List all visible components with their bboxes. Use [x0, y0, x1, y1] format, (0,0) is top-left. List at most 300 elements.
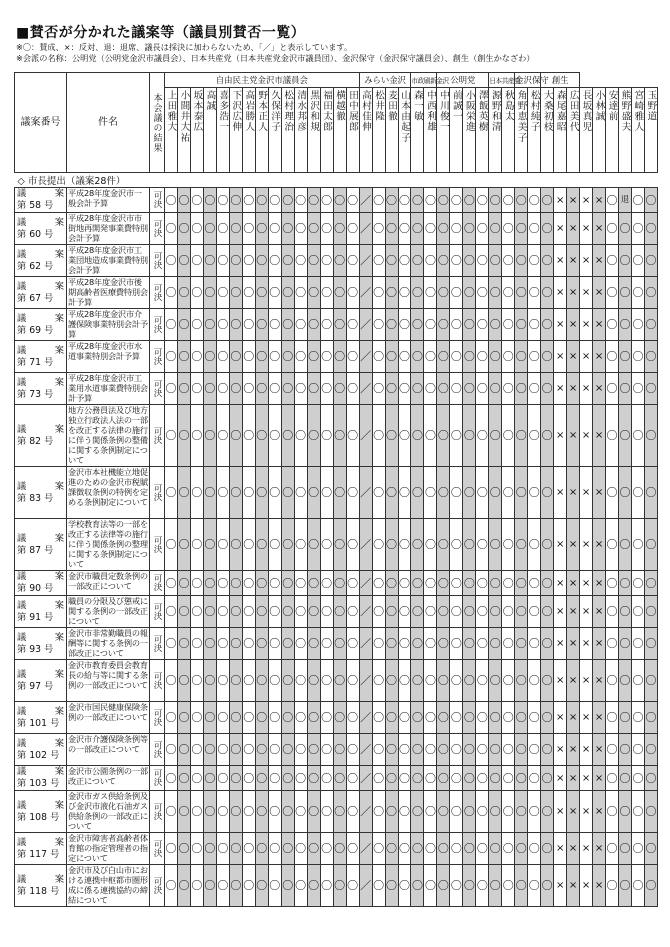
bill-title: 金沢市非常勤職員の報酬等に関する条例の一部改正について [68, 628, 148, 658]
vote-cell: ／ [359, 734, 372, 766]
vote-cell: 〇 [528, 865, 541, 907]
vote-cell: × [580, 405, 593, 467]
vote-cell: 〇 [268, 628, 281, 660]
vote-cell: 〇 [502, 865, 515, 907]
vote-cell: 〇 [242, 405, 255, 467]
vote-cell: 〇 [541, 734, 554, 766]
vote-cell: 〇 [541, 373, 554, 405]
vote-cell: 〇 [165, 833, 178, 865]
vote-cell: 〇 [372, 791, 385, 833]
bill-row [15, 341, 658, 373]
vote-cell: 〇 [372, 766, 385, 791]
vote-cell: 〇 [320, 405, 333, 467]
vote-cell: 〇 [606, 341, 619, 373]
vote-cell: 〇 [437, 628, 450, 660]
vote-cell: 〇 [502, 833, 515, 865]
bill-result: 可決 [150, 405, 165, 467]
vote-cell: 〇 [644, 188, 657, 213]
section-label: ◇ 市長提出（議案28件） [15, 173, 658, 188]
vote-cell: 〇 [385, 213, 398, 245]
vote-cell: 〇 [385, 833, 398, 865]
member-name: 小阪栄進 [463, 88, 476, 173]
vote-cell: 〇 [346, 628, 359, 660]
bill-result: 可決 [150, 245, 165, 277]
vote-cell: 〇 [437, 702, 450, 734]
vote-cell: 〇 [541, 628, 554, 660]
vote-cell: 〇 [515, 766, 528, 791]
vote-cell: 〇 [190, 628, 203, 660]
vote-cell: 〇 [307, 277, 320, 309]
vote-cell: 〇 [606, 188, 619, 213]
vote-cell: 〇 [203, 373, 216, 405]
vote-cell: 〇 [528, 309, 541, 341]
vote-cell: 〇 [463, 833, 476, 865]
vote-cell: 〇 [229, 766, 242, 791]
vote-cell: 〇 [398, 519, 411, 571]
vote-cell: 〇 [165, 341, 178, 373]
vote-cell: 〇 [294, 571, 307, 596]
member-name: 玉野道 [644, 88, 657, 173]
vote-cell: 〇 [411, 660, 424, 702]
vote-cell: 〇 [333, 341, 346, 373]
bill-result: 可決 [150, 791, 165, 833]
vote-cell: 〇 [242, 519, 255, 571]
member-name: 高村佳伸 [359, 88, 372, 173]
vote-cell: 〇 [502, 628, 515, 660]
member-name: 秋島太 [502, 88, 515, 173]
vote-cell: × [567, 660, 580, 702]
vote-cell: × [554, 341, 567, 373]
vote-cell: 〇 [385, 766, 398, 791]
vote-cell: 〇 [255, 245, 268, 277]
vote-cell: 〇 [619, 660, 632, 702]
vote-cell: 〇 [307, 596, 320, 628]
vote-cell: × [593, 213, 606, 245]
vote-cell: 〇 [242, 341, 255, 373]
vote-cell: 〇 [450, 596, 463, 628]
vote-cell: 〇 [177, 309, 190, 341]
vote-cell: 〇 [333, 245, 346, 277]
vote-cell: 〇 [515, 734, 528, 766]
vote-cell: 〇 [229, 865, 242, 907]
vote-cell: 〇 [229, 277, 242, 309]
vote-cell: 〇 [294, 309, 307, 341]
vote-cell: 〇 [502, 791, 515, 833]
vote-cell: 〇 [476, 734, 489, 766]
vote-cell: 〇 [255, 519, 268, 571]
vote-cell: 〇 [502, 373, 515, 405]
vote-cell: 〇 [632, 766, 645, 791]
vote-cell: 〇 [385, 734, 398, 766]
vote-cell: 〇 [398, 734, 411, 766]
vote-cell: × [567, 519, 580, 571]
bill-number: 議 案 第 91 号 [15, 596, 67, 628]
vote-cell: 〇 [385, 405, 398, 467]
vote-cell: 〇 [489, 373, 502, 405]
vote-cell: 〇 [165, 309, 178, 341]
vote-cell: 〇 [541, 660, 554, 702]
vote-cell: 〇 [242, 734, 255, 766]
vote-cell: 〇 [411, 833, 424, 865]
vote-cell: 〇 [255, 596, 268, 628]
bill-number: 議 案 第 102 号 [15, 734, 67, 766]
bill-result: 可決 [150, 571, 165, 596]
vote-cell: 〇 [385, 791, 398, 833]
vote-cell: 〇 [541, 467, 554, 519]
vote-cell: 〇 [502, 277, 515, 309]
vote-cell: × [554, 571, 567, 596]
vote-cell: 〇 [541, 865, 554, 907]
vote-cell: 〇 [398, 791, 411, 833]
bill-number: 議 案 第 108 号 [15, 791, 67, 833]
vote-cell: 〇 [463, 341, 476, 373]
member-name: 田中展郎 [346, 88, 359, 173]
vote-cell: 〇 [606, 467, 619, 519]
vote-cell: × [593, 405, 606, 467]
vote-cell: 〇 [398, 277, 411, 309]
vote-cell: 〇 [515, 660, 528, 702]
vote-cell: × [593, 628, 606, 660]
vote-cell: 〇 [216, 373, 229, 405]
vote-cell: 〇 [619, 519, 632, 571]
vote-cell: ／ [359, 791, 372, 833]
vote-cell: 〇 [190, 596, 203, 628]
vote-cell: 〇 [606, 405, 619, 467]
vote-cell: 〇 [333, 373, 346, 405]
header-case-name: 件名 [67, 73, 150, 173]
vote-cell: × [567, 596, 580, 628]
vote-cell: 〇 [203, 571, 216, 596]
vote-cell: 〇 [190, 213, 203, 245]
vote-cell: 〇 [229, 833, 242, 865]
bill-row [15, 188, 658, 213]
vote-cell: 〇 [619, 571, 632, 596]
vote-cell: × [567, 766, 580, 791]
vote-cell: 〇 [268, 373, 281, 405]
member-name: 高岩勝人 [242, 88, 255, 173]
vote-cell: 〇 [489, 188, 502, 213]
vote-cell: 〇 [450, 519, 463, 571]
vote-cell: 〇 [644, 791, 657, 833]
vote-cell: 〇 [242, 373, 255, 405]
vote-cell: 〇 [229, 341, 242, 373]
vote-cell: 〇 [229, 188, 242, 213]
vote-cell: 〇 [320, 519, 333, 571]
vote-cell: 〇 [502, 766, 515, 791]
vote-cell: 〇 [281, 405, 294, 467]
bill-row [15, 734, 658, 766]
bill-result: 可決 [150, 833, 165, 865]
vote-cell: × [567, 277, 580, 309]
vote-cell: 〇 [281, 188, 294, 213]
vote-cell: 〇 [320, 833, 333, 865]
vote-cell: × [567, 833, 580, 865]
vote-cell: 〇 [463, 791, 476, 833]
vote-cell: 〇 [450, 405, 463, 467]
vote-cell: 〇 [541, 596, 554, 628]
vote-cell: × [580, 571, 593, 596]
vote-cell: 〇 [320, 734, 333, 766]
vote-cell: 〇 [203, 405, 216, 467]
bill-number: 議 案 第 103 号 [15, 766, 67, 791]
vote-cell: 〇 [644, 309, 657, 341]
bill-title: 平成28年度金沢市市街地再開発事業費特別会計予算 [68, 213, 148, 243]
vote-cell: × [554, 833, 567, 865]
member-name: 小間井大祐 [177, 88, 190, 173]
vote-cell: 〇 [515, 519, 528, 571]
vote-cell: 〇 [515, 467, 528, 519]
member-name: 森一敏 [411, 88, 424, 173]
bill-row [15, 213, 658, 245]
vote-cell: 〇 [424, 519, 437, 571]
bill-number: 議 案 第 87 号 [15, 519, 67, 571]
vote-cell: × [593, 277, 606, 309]
vote-cell: 〇 [320, 702, 333, 734]
bill-result: 可決 [150, 596, 165, 628]
vote-cell: × [593, 309, 606, 341]
vote-cell: 〇 [255, 277, 268, 309]
vote-cell: 〇 [190, 405, 203, 467]
vote-cell: 〇 [165, 245, 178, 277]
vote-cell: 〇 [476, 660, 489, 702]
vote-cell: 〇 [203, 734, 216, 766]
vote-cell: 〇 [541, 341, 554, 373]
vote-cell: 〇 [606, 660, 619, 702]
vote-cell: 〇 [307, 791, 320, 833]
vote-cell: 〇 [372, 628, 385, 660]
vote-cell: × [554, 309, 567, 341]
vote-cell: 〇 [255, 571, 268, 596]
vote-cell: 〇 [437, 309, 450, 341]
vote-cell: 〇 [268, 519, 281, 571]
vote-cell: 〇 [333, 660, 346, 702]
vote-cell: 〇 [489, 766, 502, 791]
vote-cell: 〇 [632, 734, 645, 766]
vote-cell: 〇 [255, 833, 268, 865]
member-name: 角野恵美子 [515, 88, 528, 173]
vote-cell: 〇 [385, 188, 398, 213]
vote-cell: 〇 [606, 519, 619, 571]
bill-row [15, 571, 658, 596]
vote-cell: 〇 [268, 833, 281, 865]
member-name: 清水邦彦 [294, 88, 307, 173]
bill-number: 議 案 第 73 号 [15, 373, 67, 405]
vote-cell: 〇 [177, 734, 190, 766]
vote-cell: 〇 [528, 833, 541, 865]
vote-cell: 〇 [372, 213, 385, 245]
vote-cell: 〇 [203, 596, 216, 628]
bill-title: 金沢市介護保険条例等の一部改正について [67, 734, 150, 766]
vote-cell: 〇 [294, 405, 307, 467]
vote-cell: 〇 [268, 791, 281, 833]
vote-cell: 〇 [515, 405, 528, 467]
bill-number: 議 案 第 93 号 [15, 628, 67, 660]
vote-cell: 〇 [281, 734, 294, 766]
vote-cell: 〇 [632, 188, 645, 213]
vote-cell: 〇 [190, 660, 203, 702]
vote-cell: 〇 [216, 188, 229, 213]
vote-cell: 〇 [294, 702, 307, 734]
member-name: 森尾嘉昭 [554, 88, 567, 173]
vote-cell: 〇 [177, 373, 190, 405]
member-name: 小林誠 [593, 88, 606, 173]
vote-cell: 〇 [411, 309, 424, 341]
vote-cell: 〇 [424, 309, 437, 341]
vote-cell: × [554, 188, 567, 213]
vote-cell: ／ [359, 467, 372, 519]
vote-cell: 〇 [450, 865, 463, 907]
vote-cell: × [593, 341, 606, 373]
vote-cell: 〇 [476, 405, 489, 467]
vote-cell: 〇 [528, 628, 541, 660]
vote-cell: 〇 [177, 277, 190, 309]
vote-cell: 〇 [463, 467, 476, 519]
vote-cell: 〇 [165, 467, 178, 519]
vote-cell: 〇 [385, 373, 398, 405]
member-name: 麦田徹 [385, 88, 398, 173]
vote-cell: 〇 [644, 734, 657, 766]
vote-cell: 〇 [333, 309, 346, 341]
vote-cell: 〇 [216, 766, 229, 791]
vote-cell: 〇 [346, 734, 359, 766]
member-name: 松村純子 [528, 88, 541, 173]
vote-cell: 〇 [203, 628, 216, 660]
vote-cell: 〇 [424, 596, 437, 628]
vote-cell: 〇 [229, 702, 242, 734]
vote-cell: 〇 [255, 791, 268, 833]
vote-cell: 〇 [450, 791, 463, 833]
vote-cell: × [593, 734, 606, 766]
bill-number: 議 案 第 90 号 [15, 571, 67, 596]
vote-cell: 〇 [450, 213, 463, 245]
faction-header: 自由民主党金沢市議員会 [165, 73, 360, 88]
vote-cell: 〇 [333, 833, 346, 865]
vote-cell: 〇 [372, 571, 385, 596]
vote-cell: 〇 [229, 734, 242, 766]
vote-cell: 〇 [463, 596, 476, 628]
member-name: 野本正人 [255, 88, 268, 173]
vote-cell: 〇 [606, 734, 619, 766]
bill-row [15, 277, 658, 309]
vote-cell: × [580, 467, 593, 519]
vote-cell: 〇 [619, 791, 632, 833]
vote-cell: 〇 [165, 405, 178, 467]
vote-cell: × [580, 702, 593, 734]
vote-cell: × [567, 571, 580, 596]
bill-result: 可決 [150, 865, 165, 907]
vote-cell: 〇 [644, 702, 657, 734]
vote-cell: × [580, 309, 593, 341]
vote-cell: 〇 [644, 660, 657, 702]
vote-cell: 〇 [632, 702, 645, 734]
vote-cell: 〇 [242, 791, 255, 833]
vote-cell: 〇 [450, 734, 463, 766]
vote-cell: 〇 [515, 309, 528, 341]
vote-cell: 〇 [502, 309, 515, 341]
member-name: 久保洋子 [268, 88, 281, 173]
vote-cell: 〇 [177, 405, 190, 467]
vote-cell: ／ [359, 519, 372, 571]
bill-title: 金沢市及び白山市における連携中枢都市圏形成に係る連携協約の締結について [68, 865, 148, 905]
vote-cell: 〇 [307, 833, 320, 865]
vote-cell: 〇 [281, 373, 294, 405]
vote-cell: 〇 [619, 596, 632, 628]
bill-result: 可決 [150, 213, 165, 245]
vote-cell: 〇 [528, 467, 541, 519]
vote-cell: 〇 [294, 373, 307, 405]
vote-cell: 〇 [333, 188, 346, 213]
vote-cell: 〇 [177, 467, 190, 519]
vote-cell: 〇 [294, 519, 307, 571]
vote-cell: 〇 [333, 467, 346, 519]
bill-title: 平成28年度金沢市水道事業特別会計予算 [67, 341, 150, 373]
bill-row [15, 245, 658, 277]
vote-cell: 〇 [346, 660, 359, 702]
vote-cell: 〇 [411, 571, 424, 596]
vote-cell: × [580, 188, 593, 213]
vote-cell: 〇 [644, 405, 657, 467]
vote-cell: 〇 [450, 660, 463, 702]
vote-cell: ／ [359, 865, 372, 907]
vote-cell: 〇 [644, 213, 657, 245]
member-name: 長坂真児 [580, 88, 593, 173]
vote-cell: 〇 [268, 571, 281, 596]
vote-cell: 〇 [450, 245, 463, 277]
vote-cell: 〇 [307, 373, 320, 405]
vote-cell: 〇 [606, 213, 619, 245]
vote-cell: 〇 [190, 188, 203, 213]
vote-cell: 〇 [606, 373, 619, 405]
member-name: 黒沢和規 [307, 88, 320, 173]
vote-cell: 〇 [644, 833, 657, 865]
vote-cell: 〇 [502, 734, 515, 766]
vote-cell: 〇 [216, 628, 229, 660]
member-name: 安達前 [606, 88, 619, 173]
vote-cell: 〇 [476, 373, 489, 405]
vote-cell: 〇 [268, 865, 281, 907]
vote-cell: 〇 [268, 702, 281, 734]
vote-cell: 〇 [619, 766, 632, 791]
vote-cell: 〇 [216, 702, 229, 734]
vote-cell: 〇 [424, 660, 437, 702]
vote-cell: 〇 [411, 628, 424, 660]
vote-cell: 〇 [372, 405, 385, 467]
vote-cell: 〇 [644, 865, 657, 907]
vote-cell: × [593, 766, 606, 791]
bill-title: 金沢市ガス供給条例及び金沢市液化石油ガス供給条例の一部改正について [68, 791, 148, 831]
bill-number: 議 案 第 69 号 [15, 309, 67, 341]
vote-cell: 〇 [281, 628, 294, 660]
header-result: 本会議の結果 [150, 73, 165, 173]
vote-cell: × [567, 245, 580, 277]
vote-cell: 〇 [437, 596, 450, 628]
vote-cell: 〇 [333, 865, 346, 907]
vote-cell: 〇 [294, 596, 307, 628]
vote-cell: 〇 [489, 309, 502, 341]
vote-cell: × [554, 245, 567, 277]
vote-cell: 〇 [619, 309, 632, 341]
vote-cell: 〇 [476, 766, 489, 791]
vote-cell: × [567, 309, 580, 341]
vote-cell: 〇 [541, 702, 554, 734]
vote-cell: 〇 [190, 245, 203, 277]
vote-cell: 〇 [606, 628, 619, 660]
vote-cell: 〇 [515, 702, 528, 734]
bill-title: 職員の分限及び懲戒に関する条例の一部改正について [68, 596, 148, 626]
vote-cell: 〇 [242, 628, 255, 660]
vote-cell: 〇 [515, 865, 528, 907]
vote-cell: 〇 [632, 213, 645, 245]
